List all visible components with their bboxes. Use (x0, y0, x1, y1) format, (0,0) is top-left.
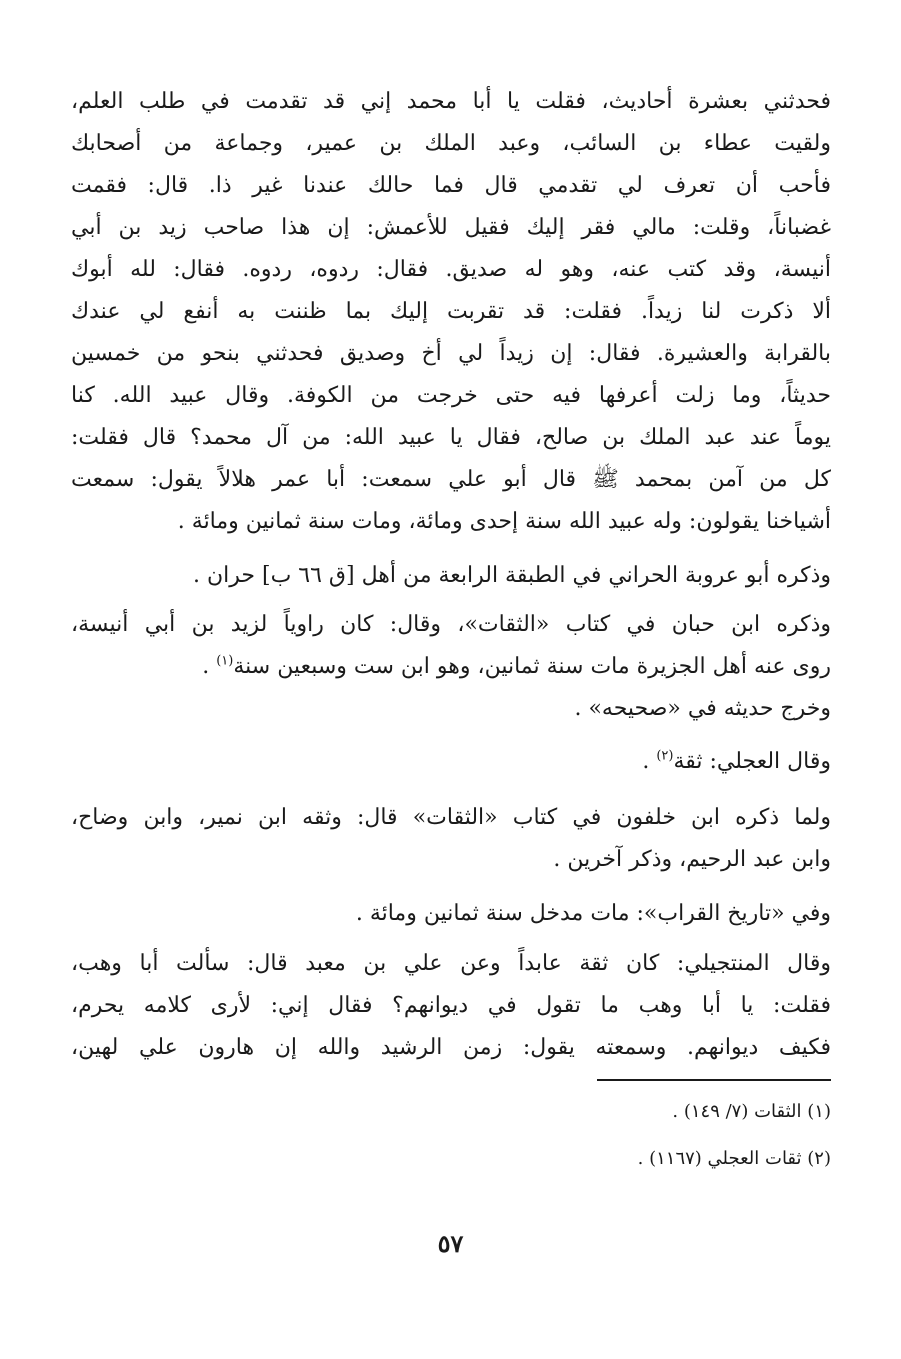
body-line: وابن عبد الرحيم، وذكر آخرين . (553, 847, 831, 872)
body-line: وقال المنتجيلي: كان ثقة عابداً وعن علي بن معبد قال: سألت أبا وهب، (71, 951, 831, 976)
body-line: غضباناً، وقلت: مالي فقر إليك فقيل للأعمش: إن هذا صاحب زيد بن أبي (71, 215, 831, 240)
body-line: فكيف ديوانهم. وسمعته يقول: زمن الرشيد والله إن هارون علي لهين، (71, 1035, 831, 1060)
body-line: فحدثني بعشرة أحاديث، فقلت يا أبا محمد إني قد تقدمت في طلب العلم، (71, 89, 831, 114)
body-line: أنيسة، وقد كتب عنه، وهو له صديق. فقال: ردوه، ردوه. فقال: لله أبوك (71, 257, 831, 282)
body-line: يوماً عند عبد الملك بن صالح، فقال يا عبيد الله: من آل محمد؟ قال فقلت: (71, 425, 831, 450)
body-line: وذكره أبو عروبة الحراني في الطبقة الرابعة من أهل [ق ٦٦ ب] حران . (193, 563, 831, 588)
footnote: (١) الثقات (٧/ ١٤٩) . (672, 1101, 831, 1122)
footnote-ref: (٢) (656, 748, 674, 764)
footnote-ref: (١) (216, 653, 234, 669)
body-line: بالقرابة والعشيرة. فقال: إن زيداً لي أخ وصديق فحدثني بنحو من خمسين (71, 341, 831, 366)
body-line: حديثاً، وما زلت أعرفها فيه حتى خرجت من الكوفة. وقال عبيد الله. كنا (71, 383, 831, 408)
body-line: وفي «تاريخ القراب»: مات مدخل سنة ثمانين ومائة . (355, 901, 831, 926)
body-line: فأحب أن تعرف لي تقدمي قال فما حالك عندنا غير ذا. قال: فقمت (71, 173, 831, 198)
body-text: وقال العجلي: ثقة (673, 749, 831, 774)
body-line: ولقيت عطاء بن السائب، وعبد الملك بن عمير، وجماعة من أصحابك (71, 131, 831, 156)
body-line (71, 742, 831, 782)
body-line: فقلت: يا أبا وهب ما تقول في ديوانهم؟ فقال إني: لأرى كلامه يحرم، (71, 993, 831, 1018)
body-line: ألا ذكرت لنا زيداً. فقلت: قد تقربت إليك بما ظننت به أنفع لي عندك (71, 299, 831, 324)
body-line (71, 647, 831, 687)
page-number: ٥٧ (437, 1229, 464, 1258)
body-line: وخرج حديثه في «صحيحه» . (574, 696, 831, 721)
body-text: روى عنه أهل الجزيرة مات سنة ثمانين، وهو ابن ست وسبعين سنة (233, 654, 831, 679)
footnote-divider (597, 1079, 831, 1081)
body-line: ولما ذكره ابن خلفون في كتاب «الثقات» قال: وثقه ابن نمير، وابن وضاح، (71, 805, 831, 830)
body-text: . (642, 749, 657, 774)
body-line: أشياخنا يقولون: وله عبيد الله سنة إحدى ومائة، ومات سنة ثمانين ومائة . (177, 509, 831, 534)
body-line: كل من آمن بمحمد ﷺ قال أبو علي سمعت: أبا عمر هلالاً يقول: سمعت (71, 467, 831, 492)
body-text: . (202, 654, 217, 679)
body-line: وذكره ابن حبان في كتاب «الثقات»، وقال: كان راوياً لزيد بن أبي أنيسة، (71, 612, 831, 637)
footnote: (٢) ثقات العجلي (١١٦٧) . (637, 1148, 831, 1169)
